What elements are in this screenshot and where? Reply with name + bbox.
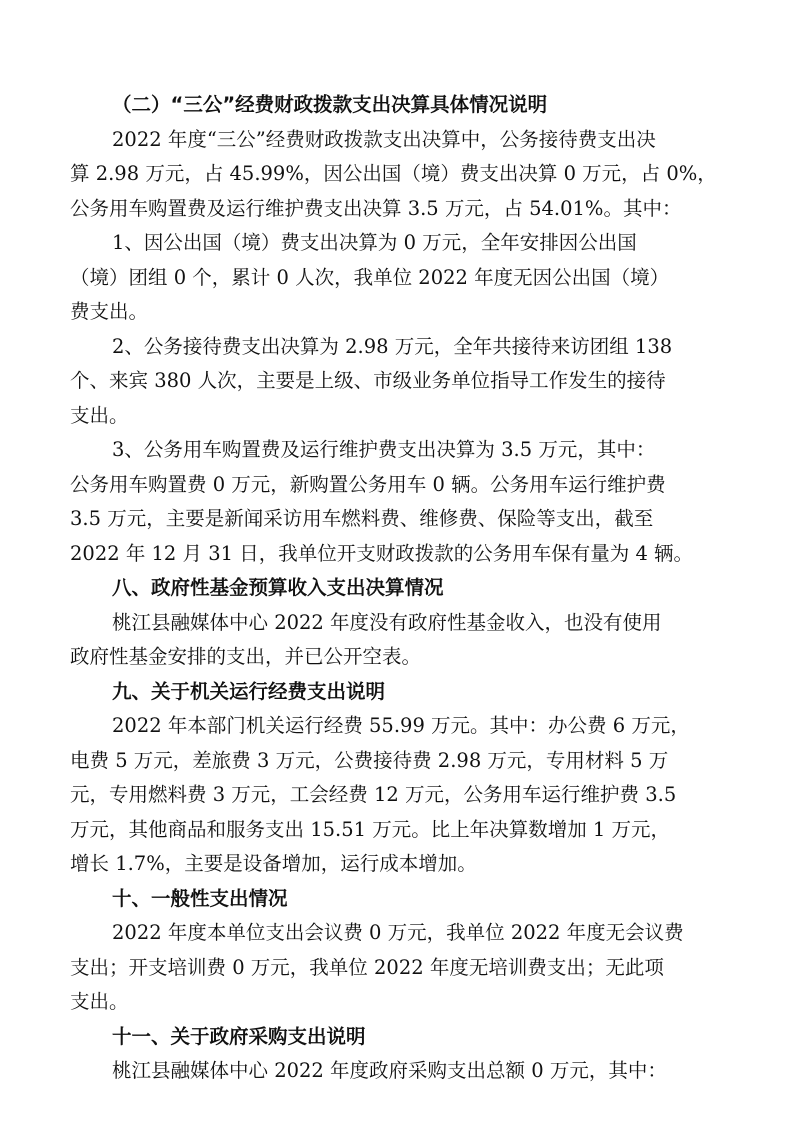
paragraph-line: （境）团组 0 个，累计 0 人次，我单位 2022 年度无因公出国（境） xyxy=(70,265,670,289)
paragraph-line: 2022 年本部门机关运行经费 55.99 万元。其中：办公费 6 万元， xyxy=(112,714,690,737)
paragraph-line: 电费 5 万元，差旅费 3 万元，公费接待费 2.98 万元，专用材料 5 万 xyxy=(70,748,669,772)
paragraph-line: 2、公务接待费支出决算为 2.98 万元，全年共接待来访团组 138 xyxy=(112,334,673,358)
paragraph-line: 增长 1.7%，主要是设备增加，运行成本增加。 xyxy=(70,852,477,875)
section-heading-government-fund: 八、政府性基金预算收入支出决算情况 xyxy=(112,576,444,599)
paragraph-line: 公务用车购置费及运行维护费支出决算 3.5 万元，占 54.01%。其中： xyxy=(70,196,682,220)
paragraph-line: 3、公务用车购置费及运行维护费支出决算为 3.5 万元，其中： xyxy=(112,438,656,461)
paragraph-line: 元，专用燃料费 3 万元，工会经费 12 万元，公务用车运行维护费 3.5 xyxy=(70,783,677,806)
paragraph-overseas-travel xyxy=(70,226,722,330)
paragraph-line: 2022 年 12 月 31 日，我单位开支财政拨款的公务用车保有量为 4 辆。 xyxy=(70,541,694,565)
section-heading-government-procurement: 十一、关于政府采购支出说明 xyxy=(112,1024,366,1048)
paragraph-line: 公务用车购置费 0 万元，新购置公务用车 0 辆。公务用车运行维护费 xyxy=(70,472,666,496)
paragraph-line: 桃江县融媒体中心 2022 年度政府采购支出总额 0 万元，其中： xyxy=(112,1059,667,1082)
paragraph-line: 费支出。 xyxy=(70,300,149,323)
paragraph-government-procurement xyxy=(70,1054,722,1089)
paragraph-line: 万元，其他商品和服务支出 15.51 万元。比上年决算数增加 1 万元， xyxy=(70,817,671,841)
paragraph-official-reception xyxy=(70,330,722,434)
paragraph-line: 算 2.98 万元，占 45.99%，因公出国（境）费支出决算 0 万元，占 0%， xyxy=(70,162,717,185)
paragraph-line: 政府性基金安排的支出，并已公开空表。 xyxy=(70,645,422,668)
section-heading-sangong-details: （二）“三公”经费财政拨款支出决算具体情况说明 xyxy=(112,93,548,116)
paragraph-general-expenses xyxy=(70,916,722,1020)
paragraph-line: 支出。 xyxy=(70,990,129,1013)
paragraph-line: 桃江县融媒体中心 2022 年度没有政府性基金收入，也没有使用 xyxy=(112,610,662,634)
paragraph-sangong-summary xyxy=(70,123,722,227)
paragraph-line: 支出；开支培训费 0 万元，我单位 2022 年度无培训费支出；无此项 xyxy=(70,955,664,979)
paragraph-line: 1、因公出国（境）费支出决算为 0 万元，全年安排因公出国 xyxy=(112,231,637,254)
document-page xyxy=(70,88,722,1089)
paragraph-government-fund xyxy=(70,606,722,675)
paragraph-line: 支出。 xyxy=(70,403,129,427)
paragraph-line: 3.5 万元，主要是新闻采访用车燃料费、维修费、保险等支出，截至 xyxy=(70,507,654,530)
section-heading-general-expenses: 十、一般性支出情况 xyxy=(112,886,288,910)
paragraph-official-vehicles xyxy=(70,433,722,571)
paragraph-line: 2022 年度“三公”经费财政拨款支出决算中，公务接待费支出决 xyxy=(112,127,656,151)
section-heading-operating-expenses: 九、关于机关运行经费支出说明 xyxy=(112,679,386,703)
paragraph-line: 2022 年度本单位支出会议费 0 万元，我单位 2022 年度无会议费 xyxy=(112,921,684,944)
paragraph-operating-expenses xyxy=(70,709,722,882)
paragraph-line: 个、来宾 380 人次，主要是上级、市级业务单位指导工作发生的接待 xyxy=(70,369,666,392)
